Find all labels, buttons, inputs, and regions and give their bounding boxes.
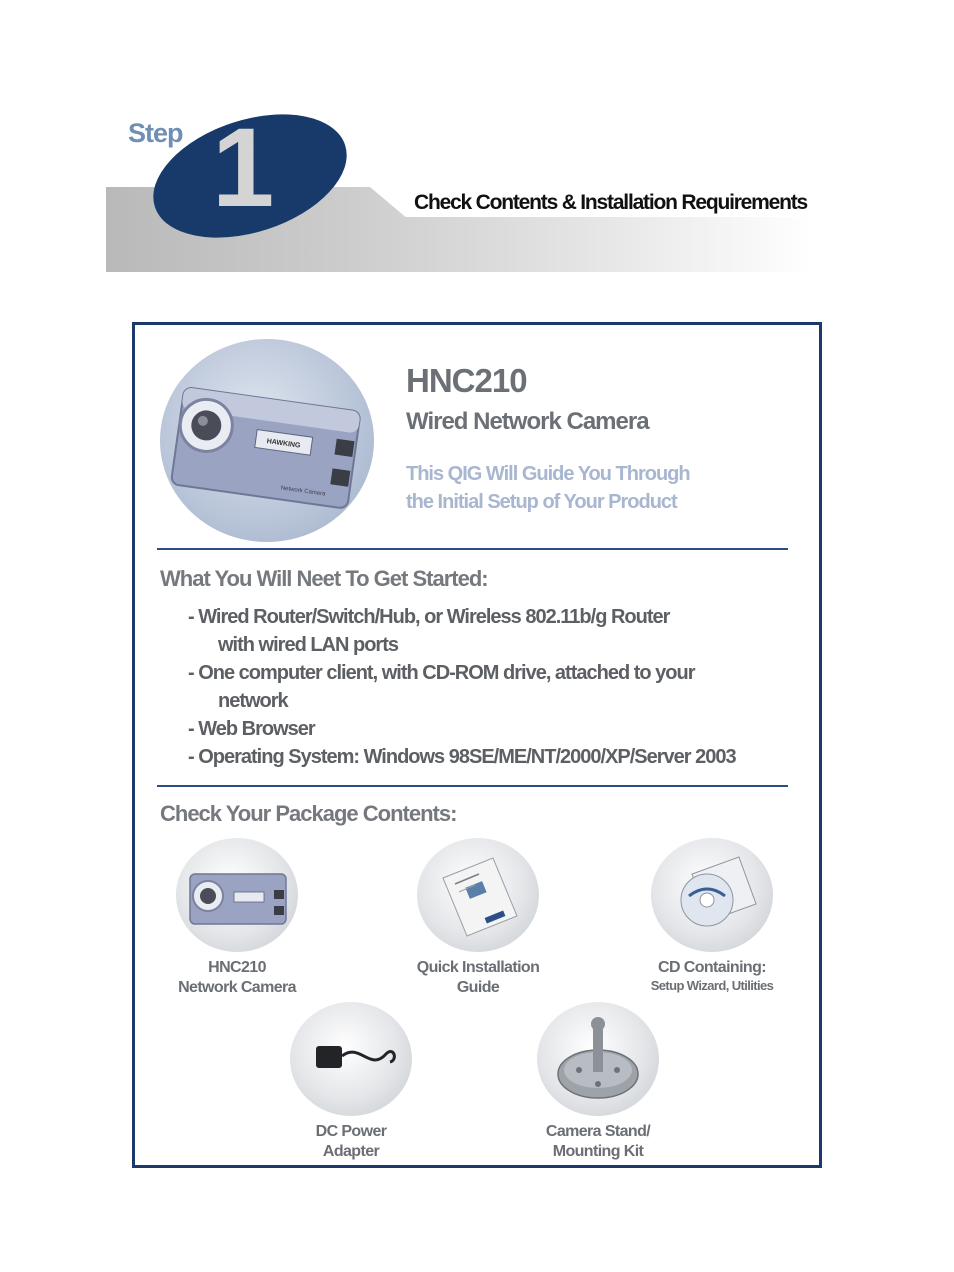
- requirements-heading: What You Will Neet To Get Started:: [160, 566, 488, 591]
- list-item-text: - Operating System: Windows 98SE/ME/NT/2000/XP/Server 2003: [188, 746, 736, 768]
- list-item-text: - Wired Router/Switch/Hub, or Wireless 802.11b/g Router: [188, 606, 670, 628]
- package-item-line1: Camera Stand/: [545, 1123, 651, 1140]
- package-item-stand: [526, 1002, 670, 1162]
- product-code: HNC210: [406, 362, 527, 399]
- package-item-cd: [634, 838, 790, 994]
- package-item-line2: Guide: [456, 979, 500, 996]
- page-title: Check Contents & Installation Requirements: [414, 191, 808, 214]
- step-number: 1: [212, 105, 275, 230]
- package-item-line2: Network Camera: [178, 979, 296, 996]
- camera-photo: [160, 339, 374, 542]
- package-item-label: [634, 958, 790, 994]
- package-item-label: [166, 958, 308, 998]
- list-item: [188, 715, 788, 743]
- device-label-text: Network Camera: [280, 485, 326, 498]
- package-item-line2: Mounting Kit: [552, 1143, 644, 1160]
- qig-thumb: [417, 838, 539, 952]
- package-heading: Check Your Package Contents:: [160, 801, 457, 826]
- stand-thumb: [537, 1002, 659, 1116]
- requirements-list: [188, 603, 788, 771]
- guide-line-2: the Initial Setup of Your Product: [406, 491, 677, 513]
- package-item-camera: [166, 838, 308, 998]
- power-adapter-icon: [290, 1002, 412, 1116]
- package-item-line2: Setup Wizard, Utilities: [650, 978, 774, 993]
- package-item-label: [398, 958, 558, 998]
- package-item-label: [280, 1122, 422, 1162]
- package-item-line1: CD Containing:: [657, 959, 767, 976]
- list-item-continuation: network: [218, 690, 288, 712]
- product-name: Wired Network Camera: [406, 408, 649, 435]
- package-item-qig: [398, 838, 558, 998]
- guide-line-1: This QIG Will Guide You Through: [406, 463, 690, 485]
- list-item-text: - Web Browser: [188, 718, 315, 740]
- step-label: Step: [128, 118, 183, 148]
- package-item-power-adapter: [280, 1002, 422, 1162]
- stand-icon: [537, 1002, 659, 1116]
- package-item-label: [526, 1122, 670, 1162]
- guide-intro: [406, 460, 766, 516]
- list-item: [188, 603, 788, 659]
- booklet-icon: [417, 838, 539, 952]
- package-item-line1: Quick Installation: [416, 959, 540, 976]
- device-brand-text: HAWKING: [266, 438, 301, 450]
- cd-thumb: [651, 838, 773, 952]
- camera-illustration: [160, 339, 374, 542]
- divider-top: [157, 548, 788, 550]
- cd-icon: [651, 838, 773, 952]
- list-item-continuation: with wired LAN ports: [218, 634, 398, 656]
- package-item-line2: Adapter: [322, 1143, 380, 1160]
- divider-bottom: [157, 785, 788, 787]
- package-item-line1: HNC210: [208, 959, 266, 976]
- camera-thumb-icon: [176, 838, 298, 952]
- list-item: [188, 743, 788, 771]
- list-item-text: - One computer client, with CD-ROM drive, attached to your: [188, 662, 695, 684]
- package-item-line1: DC Power: [315, 1123, 387, 1140]
- camera-thumb: [176, 838, 298, 952]
- power-adapter-thumb: [290, 1002, 412, 1116]
- list-item: [188, 659, 788, 715]
